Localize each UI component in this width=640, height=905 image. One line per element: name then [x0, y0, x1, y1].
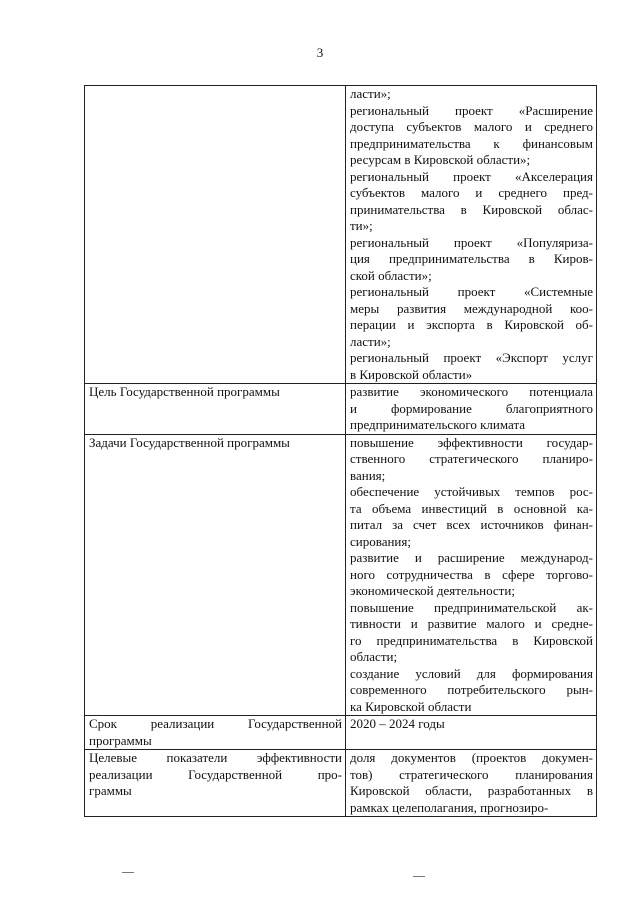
- row-value-line: Кировской области, разработанных в: [350, 783, 593, 798]
- row-value-cell: [346, 86, 597, 384]
- page-number: 3: [316, 45, 324, 60]
- row-value-line: и формирование благоприятного: [350, 400, 593, 416]
- row-value-line: 2020 – 2024 годы: [350, 716, 445, 731]
- row-value-line: ти»;: [350, 218, 373, 233]
- row-label-line: Цель Государственной программы: [89, 384, 280, 399]
- passport-row: [85, 384, 597, 435]
- row-value-line: развитие экономического потенциала: [350, 384, 593, 399]
- row-value-line: региональный проект «Популяриза-: [350, 234, 593, 250]
- row-value-line: создание условий для формирования: [350, 665, 593, 681]
- row-value-line: питал за счет всех источников финан-: [350, 517, 593, 532]
- passport-row: [85, 716, 597, 750]
- row-value-line: меры развития международной коо-: [350, 300, 593, 316]
- row-label-line: Срок реализации Государственной: [89, 716, 342, 731]
- row-value-line: доля документов (проектов докумен-: [350, 750, 593, 765]
- row-value-line: региональный проект «Акселерация: [350, 168, 593, 184]
- row-label-cell: [85, 86, 346, 384]
- passport-row: [85, 434, 597, 716]
- row-value-line: предпринимательского климата: [350, 417, 526, 432]
- row-value-line: предпринимательства к финансовым: [350, 135, 593, 151]
- row-value-line: ка Кировской области: [350, 698, 472, 714]
- row-value-line: региональный проект «Системные: [350, 284, 593, 299]
- row-value-line: го предпринимательства в Кировской: [350, 632, 593, 648]
- row-label-line: граммы: [89, 783, 132, 798]
- row-value-line: вания;: [350, 467, 386, 483]
- row-value-line: тивности и развитие малого и средне-: [350, 616, 593, 631]
- row-value-line: тов) стратегического планирования: [350, 766, 593, 782]
- row-value-line: перации и экспорта в Кировской об-: [350, 317, 593, 332]
- row-value-line: та объема инвестиций в основной ка-: [350, 500, 593, 516]
- row-value-line: экономической деятельности;: [350, 583, 515, 598]
- row-label-line: Целевые показатели эффективности: [89, 750, 342, 765]
- row-label-line: реализации Государственной про-: [89, 766, 342, 782]
- passport-row: [85, 750, 597, 817]
- row-value-line: современного потребительского рын-: [350, 682, 593, 697]
- row-label-cell: [85, 716, 346, 750]
- row-value-cell: [346, 716, 597, 750]
- row-value-cell: [346, 434, 597, 716]
- row-value-line: ресурсам в Кировской области»;: [350, 152, 531, 167]
- row-label-line: Задачи Государственной программы: [89, 434, 290, 450]
- row-value-line: ласти»;: [350, 333, 391, 349]
- row-value-line: региональный проект «Расширение: [350, 102, 593, 118]
- scan-artifact-right: [413, 876, 425, 877]
- row-value-line: развитие и расширение международ-: [350, 550, 593, 565]
- row-value-line: ного сотрудничества в сфере торгово-: [350, 566, 593, 582]
- row-value-line: в Кировской области»: [350, 366, 473, 382]
- row-value-line: ской области»;: [350, 267, 432, 283]
- row-value-line: принимательства в Кировской облас-: [350, 201, 593, 217]
- row-value-line: обеспечение устойчивых темпов рос-: [350, 484, 593, 499]
- program-passport-table: [84, 85, 597, 817]
- row-value-cell: [346, 384, 597, 435]
- row-value-line: области;: [350, 649, 398, 664]
- row-label-cell: [85, 434, 346, 716]
- row-value-line: доступа субъектов малого и среднего: [350, 119, 593, 134]
- row-value-line: ция предпринимательства в Киров-: [350, 251, 593, 266]
- row-value-line: региональный проект «Экспорт услуг: [350, 350, 593, 365]
- row-value-line: ственного стратегического планиро-: [350, 451, 593, 466]
- scan-artifact-left: [122, 872, 134, 873]
- row-value-cell: [346, 750, 597, 817]
- row-value-line: повышение эффективности государ-: [350, 434, 593, 450]
- row-label-cell: [85, 384, 346, 435]
- passport-row: [85, 86, 597, 384]
- row-value-line: сирования;: [350, 533, 411, 549]
- row-value-line: субъектов малого и среднего пред-: [350, 185, 593, 200]
- row-label-line: программы: [89, 732, 152, 748]
- row-label-cell: [85, 750, 346, 817]
- row-value-line: ласти»;: [350, 86, 391, 101]
- row-value-line: повышение предпринимательской ак-: [350, 599, 593, 615]
- row-value-line: рамках целеполагания, прогнозиро-: [350, 799, 549, 815]
